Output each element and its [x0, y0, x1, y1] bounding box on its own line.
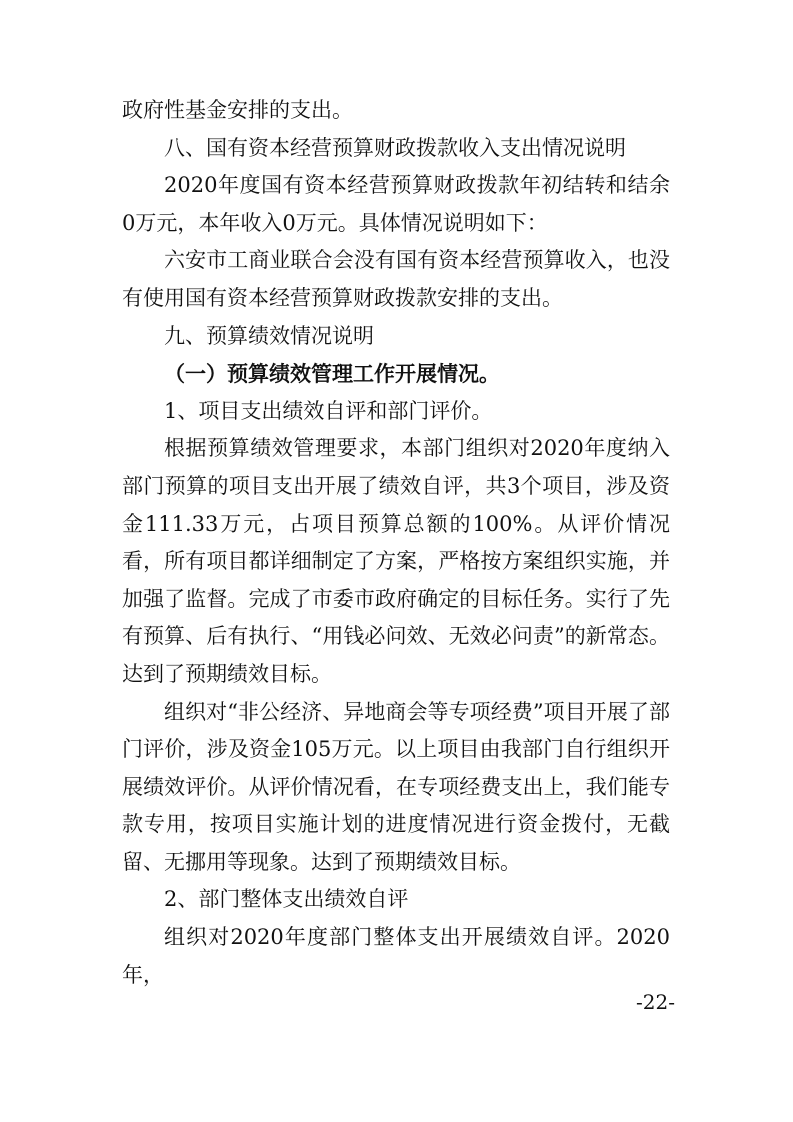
paragraph-continuation: 政府性基金安排的支出。 [122, 98, 353, 122]
paragraph-overall-expenditure: 组织对2020年度部门整体支出开展绩效自评。2020年， [122, 925, 670, 987]
item-heading-2: 2、部门整体支出绩效自评 [164, 887, 409, 912]
section-heading-8: 八、国有资本经营预算财政拨款收入支出情况说明 [164, 135, 626, 160]
paragraph-project-self-evaluation: 根据预算绩效管理要求，本部门组织对2020年度纳入部门预算的项目支出开展了绩效自评，共3个项目，涉及资金111.33万元，占项目预算总额的100%。从评价情况看，所有项目都详细制定了方案，严格按方案组织实施，并加强了监督。完成了市委市政府确定的目标任务。实行了先有预算、后有执行、“用钱必问效、无效必问责”的新常态。达到了预期绩效目标。 [122, 436, 670, 686]
section-heading-9: 九、预算绩效情况说明 [164, 323, 374, 348]
paragraph-state-capital-summary: 2020年度国有资本经营预算财政拨款年初结转和结余0万元，本年收入0万元。具体情况说明如下： [122, 173, 670, 235]
item-heading-1: 1、项目支出绩效自评和部门评价。 [164, 398, 493, 423]
document-body [122, 92, 670, 994]
paragraph-state-capital-detail: 六安市工商业联合会没有国有资本经营预算收入，也没有使用国有资本经营预算财政拨款安排的支出。 [122, 248, 670, 310]
paragraph-department-evaluation: 组织对“非公经济、异地商会等专项经费”项目开展了部门评价，涉及资金105万元。以上项目由我部门自行组织开展绩效评价。从评价情况看，在专项经费支出上，我们能专款专用，按项目实施计划的进度情况进行资金拨付，无截留、无挪用等现象。达到了预期绩效目标。 [122, 699, 670, 874]
subsection-heading-1: （一）预算绩效管理工作开展情况。 [164, 361, 500, 387]
page-number: -22- [636, 990, 675, 1014]
